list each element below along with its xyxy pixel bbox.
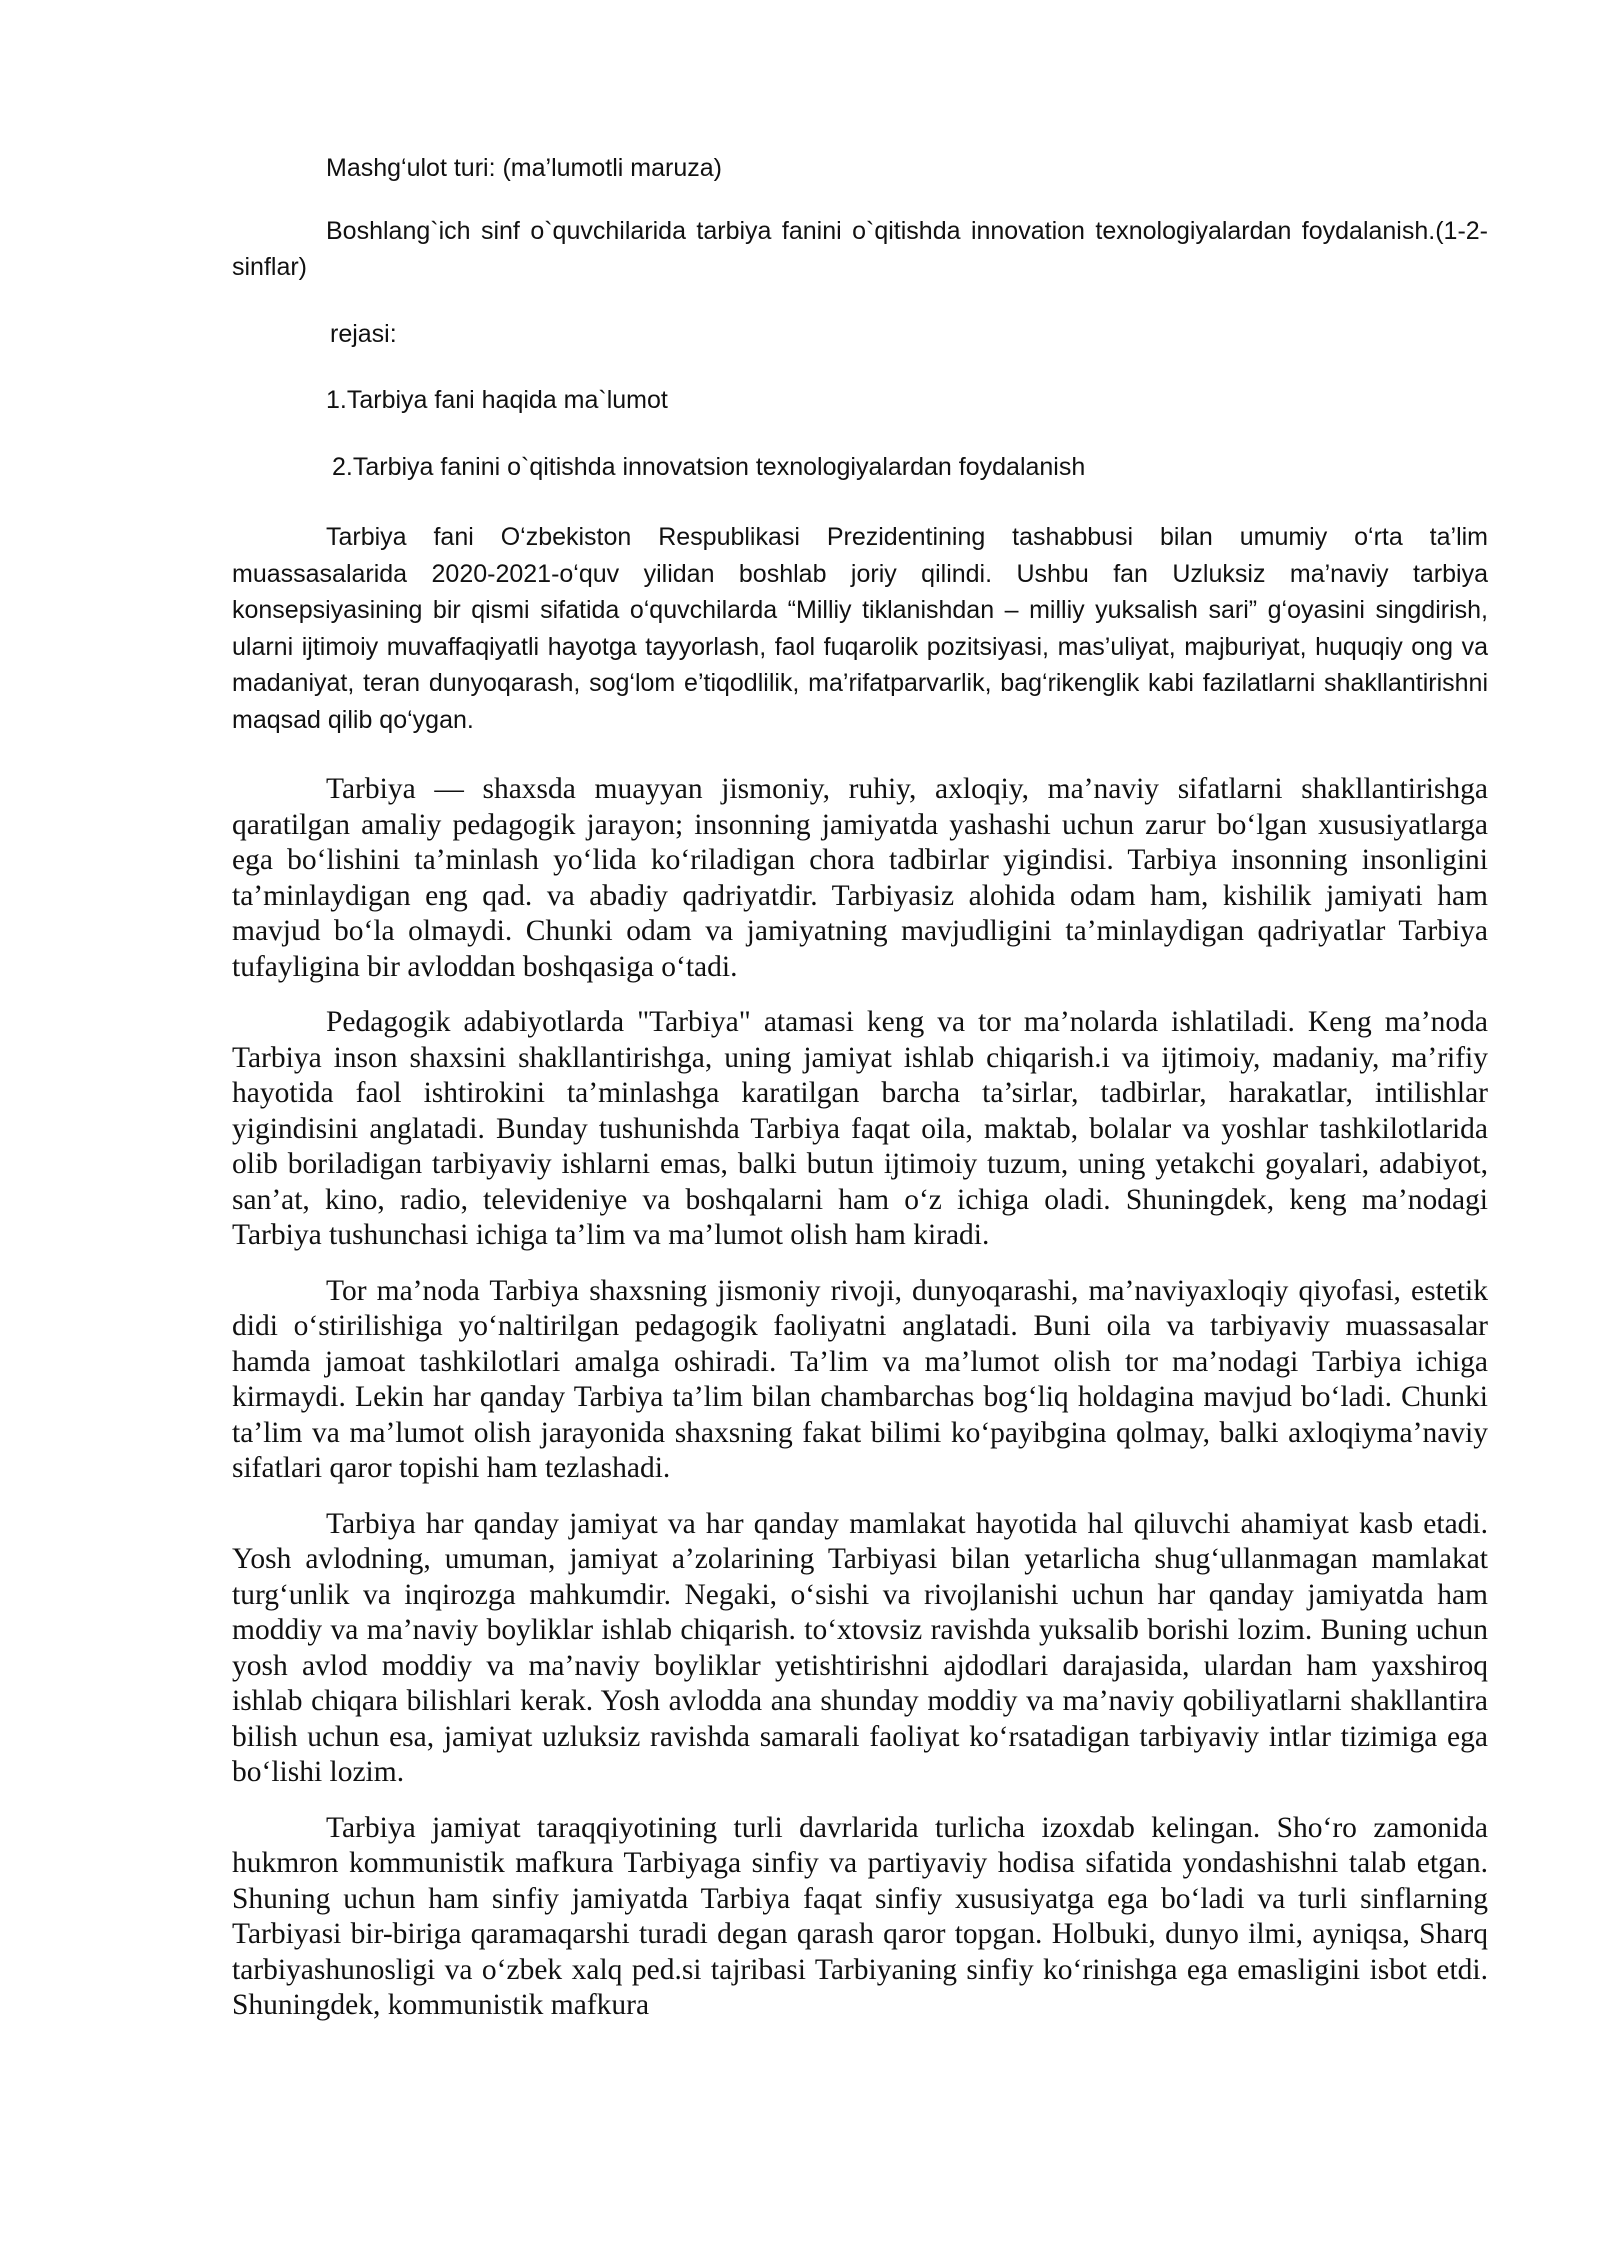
paragraph-intro: Tarbiya fani O‘zbekiston Respublikasi Prezidentining tashabbusi bilan umumiy o‘rta ta’lim muassasalarida 2020-2021-o‘quv yilidan boshlab joriy qilindi. Ushbu fan Uzluksiz ma’naviy tarbiya konsepsiyasining bir qismi sifatida o‘quvchilarda “Milliy tiklanishdan – milliy yuksalish sari” g‘oyasini singdirish, ularni ijtimoiy muvaffaqiyatli hayotga tayyorlash, faol fuqarolik pozitsiyasi, mas’uliyat, majburiyat, huquqiy ong va madaniyat, teran dunyoqarash, sog‘lom e’tiqodlilik, ma’rifatparvarlik, bag‘rikenglik kabi fazilatlarni shakllantirishni maqsad qilib qo‘ygan. (232, 523, 1488, 734)
paragraph-broad-meaning: Pedagogik adabiyotlarda "Tarbiya" atamasi keng va tor ma’nolarda ishlatiladi. Keng ma’noda Tarbiya inson shaxsini shakllantirishga, uning jamiyat ishlab chiqarish.i va ijtimoiy, madaniy, ma’rifiy hayotida faol ishtirokini ta’minlashga karatilgan barcha ta’sirlar, tadbirlar, harakatlar, intilishlar yigindisini anglatadi. Bunday tushunishda Tarbiya faqat oila, maktab, bolalar va yoshlar tashkilotlarida olib boriladigan tarbiyaviy ishlarni emas, balki butun ijtimoiy tuzum, uning yetakchi goyalari, adabiyot, san’at, kino, radio, televideniye va boshqalarni ham o‘z ichiga oladi. Shuningdek, keng ma’nodagi Tarbiya tushunchasi ichiga ta’lim va ma’lumot olish ham kiradi. (232, 1006, 1488, 1251)
document-content (232, 150, 1488, 2024)
topic-heading: Boshlang`ich sinf o`quvchilarida tarbiya fanini o`qitishda innovation texnologiyalardan foydalanish.(1-2- sinflar) (232, 216, 1488, 281)
paragraph-importance: Tarbiya har qanday jamiyat va har qanday mamlakat hayotida hal qiluvchi ahamiyat kasb etadi. Yosh avlodning, umuman, jamiyat a’zolarining Tarbiyasi bilan yetarlicha shug‘ullanmagan mamlakat turg‘unlik va inqirozga mahkumdir. Negaki, o‘sishi va rivojlanishi uchun har qanday jamiyatda ham moddiy va ma’naviy boyliklar ishlab chiqarish. to‘xtovsiz ravishda yuksalib borishi lozim. Buning uchun yosh avlod moddiy va ma’naviy boyliklar yetishtirishni ajdodlari darajasida, ulardan ham yaxshiroq ishlab chiqara bilishlari kerak. Yosh avlodda ana shunday moddiy va ma’naviy qobiliyatlarni shakllantira bilish uchun esa, jamiyat uzluksiz ravishda samarali faoliyat ko‘rsatadigan tarbiyaviy intlar tizimiga ega bo‘lishi lozim. (232, 1507, 1488, 1788)
lesson-type-line: Mashg‘ulot turi: (ma’lumotli maruza) (326, 154, 722, 182)
plan-item-1: 1.Tarbiya fani haqida ma`lumot (326, 386, 668, 414)
paragraph-definition: Tarbiya — shaxsda muayyan jismoniy, ruhiy, axloqiy, ma’naviy sifatlarni shakllantirishga qaratilgan amaliy pedagogik jarayon; insonning jamiyatda yashashi uchun zarur bo‘lgan xususiyatlarga ega bo‘lishini ta’minlash yo‘lida ko‘riladigan chora tadbirlar yigindisi. Tarbiya insonning insonligini ta’minlaydigan eng qad. va abadiy qadriyatdir. Tarbiyasiz alohida odam ham, kishilik jamiyati ham mavjud bo‘la olmaydi. Chunki odam va jamiyatning mavjudligini ta’minlaydigan qadriyatlar Tarbiya tufayligina bir avloddan boshqasiga o‘tadi. (232, 773, 1488, 983)
plan-title: rejasi: (330, 319, 397, 348)
paragraph-narrow-meaning: Tor ma’noda Tarbiya shaxsning jismoniy rivoji, dunyoqarashi, ma’naviyaxloqiy qiyofasi, estetik didi o‘stirilishiga yo‘naltirilgan pedagogik faoliyatni anglatadi. Buni oila va tarbiyaviy muassasalar hamda jamoat tashkilotlari amalga oshiradi. Ta’lim va ma’lumot olish tor ma’nodagi Tarbiya ichiga kirmaydi. Lekin har qanday Tarbiya ta’lim bilan chambarchas bog‘liq holdagina mavjud bo‘ladi. Chunki ta’lim va ma’lumot olish jarayonida shaxsning fakat bilimi ko‘payibgina qolmay, balki axloqiyma’naviy sifatlari qaror topishi ham tezlashadi. (232, 1274, 1488, 1484)
paragraph-history: Tarbiya jamiyat taraqqiyotining turli davrlarida turlicha izoxdab kelingan. Sho‘ro zamonida hukmron kommunistik mafkura Tarbiyaga sinfiy va partiyaviy hodisa sifatida yondashishni talab etgan. Shuning uchun ham sinfiy jamiyatda Tarbiya faqat sinfiy xususiyatga ega bo‘ladi va turli sinflarning Tarbiyasi bir-biriga qaramaqarshi turadi degan qarash qaror topgan. Holbuki, dunyo ilmi, ayniqsa, Sharq tarbiyashunosligi va o‘zbek xalq ped.si tajribasi Tarbiyaning sinfiy ko‘rinishga ega emasligini isbot etdi. Shuningdek, kommunistik mafkura (232, 1811, 1488, 2021)
plan-item-2: 2.Tarbiya fanini o`qitishda innovatsion texnologiyalardan foydalanish (332, 452, 1086, 481)
